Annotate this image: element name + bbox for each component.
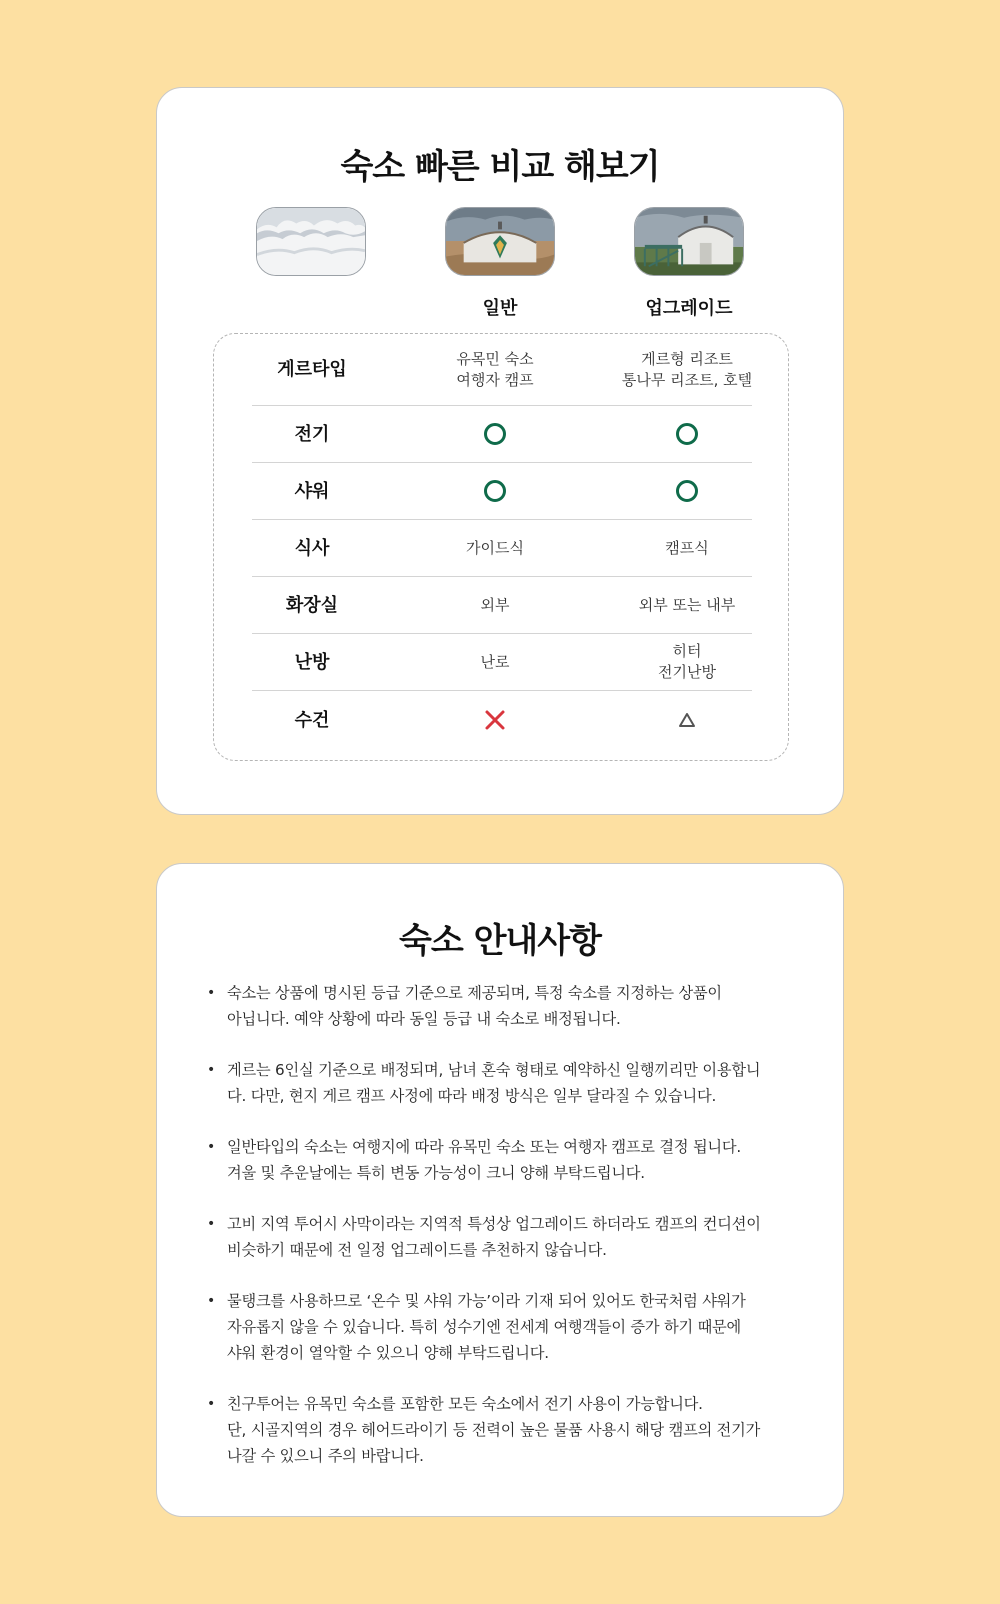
standard-value: 가이드식 bbox=[466, 538, 524, 557]
standard-value: 유목민 숙소 여행자 캠프 bbox=[456, 349, 534, 389]
notice-list bbox=[205, 980, 795, 1469]
bullet-icon: • bbox=[206, 1139, 216, 1155]
row-label: 샤워 bbox=[294, 480, 330, 502]
notice-text-line: 나갈 수 있으니 주의 바랍니다. bbox=[227, 1447, 424, 1465]
table-row-restroom bbox=[252, 577, 752, 634]
notice-text-line: 아닙니다. 예약 상황에 따라 동일 등급 내 숙소로 배정됩니다. bbox=[227, 1010, 621, 1028]
list-item bbox=[205, 1211, 795, 1263]
row-label: 전기 bbox=[294, 423, 330, 445]
notice-text-line: 일반타입의 숙소는 여행지에 따라 유목민 숙소 또는 여행자 캠프로 결정 됩니다. bbox=[227, 1138, 741, 1156]
notice-text-line: 자유롭지 않을 수 있습니다. 특히 성수기엔 전세계 여행객들이 증가 하기 때문에 bbox=[227, 1318, 741, 1336]
circle-mark-icon bbox=[676, 423, 698, 445]
upgrade-value: 게르형 리조트 통나무 리조트, 호텔 bbox=[621, 349, 753, 389]
notice-text-line: 게르는 6인실 기준으로 배정되며, 남녀 혼숙 형태로 예약하신 일행끼리만 이용합니 bbox=[227, 1061, 761, 1079]
upgrade-value bbox=[602, 406, 772, 462]
triangle-mark-icon bbox=[678, 712, 696, 728]
notice-text-line: 겨울 및 추운날에는 특히 변동 가능성이 크니 양해 부탁드립니다. bbox=[227, 1164, 645, 1182]
standard-value: 외부 bbox=[480, 595, 510, 614]
upgrade-value bbox=[602, 691, 772, 749]
table-row-ger-type bbox=[252, 334, 752, 406]
standard-value: 난로 bbox=[480, 652, 510, 671]
notice-text-line: 샤워 환경이 열악할 수 있으니 양해 부탁드립니다. bbox=[227, 1344, 549, 1362]
circle-mark-icon bbox=[676, 480, 698, 502]
table-row-electricity bbox=[252, 406, 752, 463]
upgrade-value: 히터 전기난방 bbox=[658, 642, 716, 681]
notice-text-line: 고비 지역 투어시 사막이라는 지역적 특성상 업그레이드 하더라도 캠프의 컨디션이 bbox=[227, 1215, 761, 1233]
notice-text-line: 비슷하기 때문에 전 일정 업그레이드를 추천하지 않습니다. bbox=[227, 1241, 607, 1259]
notice-text-line: 숙소는 상품에 명시된 등급 기준으로 제공되며, 특정 숙소를 지정하는 상품이 bbox=[227, 984, 722, 1002]
bullet-icon: • bbox=[206, 1396, 216, 1412]
upgrade-value: 캠프식 bbox=[665, 538, 709, 557]
list-item bbox=[205, 1391, 795, 1469]
bullet-icon: • bbox=[206, 985, 216, 1001]
comparison-title: 숙소 빠른 비교 해보기 bbox=[340, 147, 660, 187]
standard-value bbox=[420, 463, 570, 519]
list-item bbox=[205, 980, 795, 1032]
row-label: 게르타입 bbox=[277, 359, 347, 380]
notice-text-line: 다. 다만, 현지 게르 캠프 사정에 따라 배정 방식은 일부 달라질 수 있습니다. bbox=[227, 1087, 717, 1105]
upgrade-value bbox=[602, 463, 772, 519]
standard-ger-image bbox=[445, 207, 555, 276]
comparison-card bbox=[156, 87, 844, 815]
notice-title: 숙소 안내사항 bbox=[399, 921, 601, 961]
x-mark-icon bbox=[484, 709, 506, 731]
notice-card bbox=[156, 863, 844, 1517]
sky-placeholder-image bbox=[256, 207, 366, 276]
bullet-icon: • bbox=[206, 1216, 216, 1232]
standard-value bbox=[420, 691, 570, 749]
table-row-towel bbox=[252, 691, 752, 749]
row-label: 수건 bbox=[294, 709, 330, 731]
circle-mark-icon bbox=[484, 480, 506, 502]
table-row-shower bbox=[252, 463, 752, 520]
list-item bbox=[205, 1057, 795, 1109]
notice-text-line: 물탱크를 사용하므로 ‘온수 및 샤워 가능’이라 기재 되어 있어도 한국처럼 샤워가 bbox=[227, 1292, 746, 1310]
table-row-heating bbox=[252, 634, 752, 691]
notice-text-line: 단, 시골지역의 경우 헤어드라이기 등 전력이 높은 물품 사용시 해당 캠프의 전기가 bbox=[227, 1421, 761, 1439]
comparison-table bbox=[213, 333, 789, 761]
circle-mark-icon bbox=[484, 423, 506, 445]
list-item bbox=[205, 1288, 795, 1366]
bullet-icon: • bbox=[206, 1062, 216, 1078]
list-item bbox=[205, 1134, 795, 1186]
row-label: 난방 bbox=[294, 651, 330, 673]
column-header-upgrade: 업그레이드 bbox=[645, 298, 733, 319]
notice-text-line: 친구투어는 유목민 숙소를 포함한 모든 숙소에서 전기 사용이 가능합니다. bbox=[227, 1395, 703, 1413]
upgrade-value: 외부 또는 내부 bbox=[638, 595, 736, 614]
column-header-standard: 일반 bbox=[482, 298, 518, 319]
row-label: 식사 bbox=[294, 537, 330, 559]
table-row-meal bbox=[252, 520, 752, 577]
standard-value bbox=[420, 406, 570, 462]
upgrade-ger-image bbox=[634, 207, 744, 276]
bullet-icon: • bbox=[206, 1293, 216, 1309]
row-label: 화장실 bbox=[285, 594, 339, 616]
